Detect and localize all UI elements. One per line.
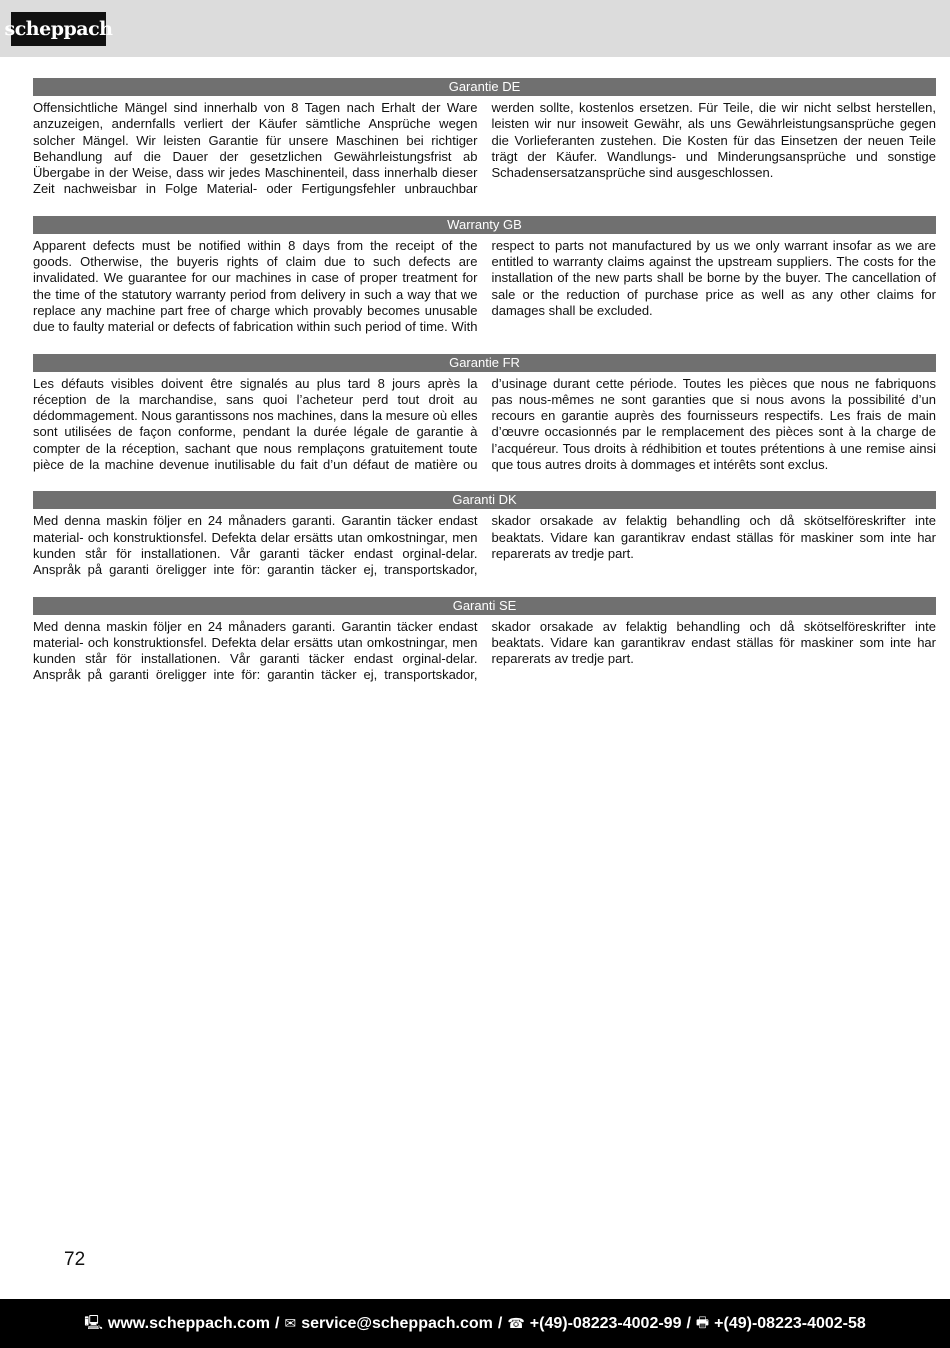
section-title: Garantie FR (33, 354, 936, 372)
footer-separator: / (497, 1314, 503, 1332)
phone-icon: ☎ (507, 1315, 525, 1331)
section-text: Med denna maskin följer en 24 månaders garanti. Garantin täcker endast material- och konstruktionsfel. Defekta delar ersätts utan omkostningar, men kunden står för installationen. Vår garanti täcker endast orginal-delar. Anspråk på garanti öreligger inte för: garantin täcker ej, transportskador, skador orsakade av felaktig behandling och då skötselföreskrifter inte beaktats. Vidare kan garantikrav endast ställas för maskiner som inte har reparerats av tredje part. (33, 618, 936, 683)
scheppach-logo: scheppach (11, 12, 106, 46)
section-title: Garanti DK (33, 491, 936, 509)
section-title: Garantie DE (33, 78, 936, 96)
fax-number: +(49)-08223-4002-58 (714, 1314, 866, 1332)
section-text: Apparent defects must be notified within 8 days from the receipt of the goods. Otherwise, the buyeris rights of claim due to such defects are invalidated. We guarantee for our machines in case of proper treatment for the time of the statutory warranty period from delivery in such a way that we replace any machine part free of charge which provably becomes unusable due to faulty material or defects of fabrication within such period of time. With respect to parts not manufactured by us we only warrant insofar as we are entitled to warranty claims against the upstream suppliers. The costs for the installation of the new parts shall be borne by the buyer. The cancellation of sale or the reduction of purchase price as well as any other claims for damages shall be excluded. (33, 237, 936, 335)
email-link[interactable]: service@scheppach.com (301, 1314, 493, 1332)
section-text: Les défauts visibles doivent être signalés au plus tard 8 jours après la réception de la marchandise, sans quoi l’acheteur perd tout droit au dédommagement. Nous garantissons nos machines, dans la mesure où elles sont utilisées de façon conforme, pendant la durée légale de garantie à compter de la réception, sachant que nous remplaçons gratuitement toute pièce de la machine devenue inutilisable du fait d’un défaut de matière ou d’usinage durant cette période. Toutes les pièces que nous ne fabriquons pas nous-mêmes ne sont garanties que si nous avons la possibilité d’un recours en garantie auprès des fournisseurs respectifs. Les frais de main d’œuvre occasionnés par le remplacement des pièces sont à la charge de l’acquéreur. Tous droits à rédhibition et toutes prétentions à une remise ainsi que tous autres droits à dommages et intérêts sont exclus. (33, 375, 936, 473)
header-band (0, 0, 950, 57)
section-garantie-de (33, 78, 936, 198)
website-link[interactable]: www.scheppach.com (107, 1314, 270, 1332)
section-garanti-dk (33, 491, 936, 578)
footer-separator: / (686, 1314, 691, 1332)
section-garantie-fr (33, 354, 936, 474)
envelope-icon: ✉ (284, 1315, 297, 1331)
section-title: Garanti SE (33, 597, 936, 615)
fax-icon: 🖶 (695, 1313, 710, 1330)
phone-number: +(49)-08223-4002-99 (529, 1314, 682, 1332)
computer-icon: 🖳 (84, 1313, 103, 1330)
footer-separator: / (275, 1314, 280, 1332)
section-warranty-gb (33, 216, 936, 336)
section-text: Offensichtliche Mängel sind innerhalb von 8 Tagen nach Erhalt der Ware anzuzeigen, andernfalls verliert der Käufer sämtliche Ansprüche wegen solcher Mängel. Wir leisten Garantie für unsere Maschinen bei richtiger Behandlung auf die Dauer der gesetzlichen Gewährleistungsfrist ab Übergabe in der Weise, dass wir jedes Maschinenteil, dass innerhalb dieser Zeit nachweisbar in Folge Material- oder Fertigungsfehler unbrauchbar werden sollte, kostenlos ersetzen. Für Teile, die wir nicht selbst herstellen, leisten wir nur insoweit Gewähr, als uns Gewährleistungsansprüche gegen die Vorlieferanten zustehen. Die Kosten für das Einsetzen der neuen Teile trägt der Käufer. Wandlungs- und Minderungsansprüche und sonstige Schadensersatzansprüche sind ausgeschlossen. (33, 100, 936, 197)
page-number: 72 (64, 1249, 86, 1270)
page-content (33, 78, 936, 702)
section-garanti-se (33, 597, 936, 684)
contact-footer (0, 1299, 950, 1348)
section-title: Warranty GB (33, 216, 936, 234)
section-text: Med denna maskin följer en 24 månaders garanti. Garantin täcker endast material- och konstruktionsfel. Defekta delar ersätts utan omkostningar, men kunden står för installationen. Vår garanti täcker endast orginal-delar. Anspråk på garanti öreligger inte för: garantin täcker ej, transportskador, skador orsakade av felaktig behandling och då skötselföreskrifter inte beaktats. Vidare kan garantikrav endast ställas för maskiner som inte har reparerats av tredje part. (33, 513, 936, 578)
